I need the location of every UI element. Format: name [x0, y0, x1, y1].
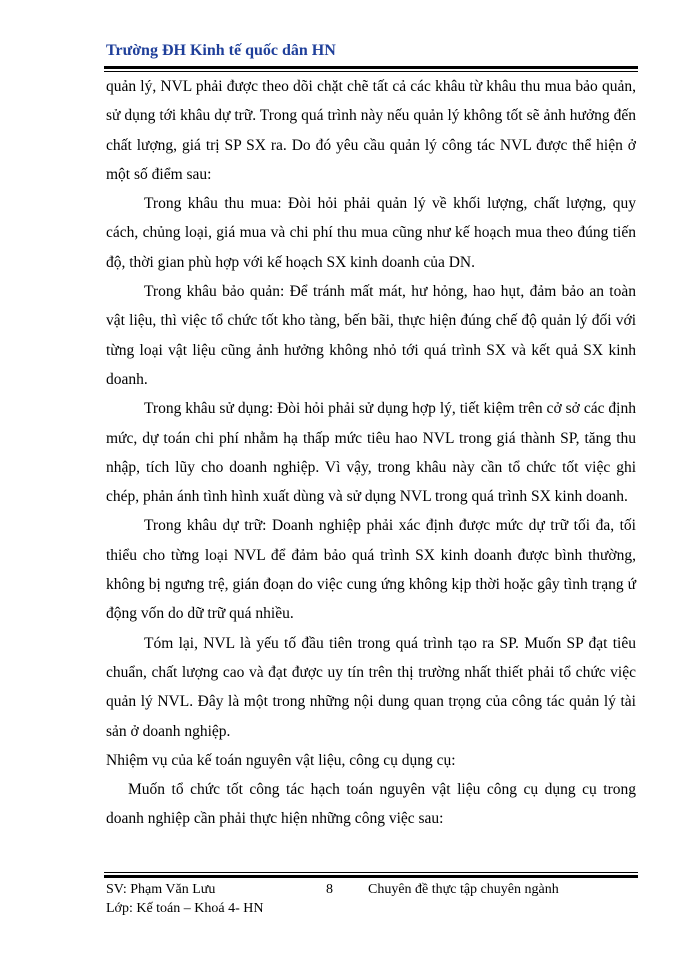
paragraph-purchasing: Trong khâu thu mua: Đòi hỏi phải quản lý về khối lượng, chất lượng, quy cách, chủng loại, giá mua và chi phí thu mua cũng như kế hoạch mua theo đúng tiến độ, thời gian phù hợp với kế hoạch SX kinh doanh của DN.: [106, 195, 636, 271]
footer-topic: Chuyên đề thực tập chuyên ngành: [368, 882, 559, 897]
document-body: [106, 72, 636, 834]
footer-class: Lớp: Kế toán – Khoá 4- HN: [106, 901, 264, 916]
section-heading-tasks: Nhiệm vụ của kế toán nguyên vật liệu, công cụ dụng cụ:: [106, 751, 456, 769]
paragraph-summary: Tóm lại, NVL là yếu tố đầu tiên trong quá trình tạo ra SP. Muốn SP đạt tiêu chuẩn, chất lượng cao và đạt được uy tín trên thị trường nhất thiết phải tổ chức việc quản lý NVL. Đây là một trong những nội dung quan trọng của công tác quản lý tài sản ở doanh nghiệp.: [106, 634, 636, 740]
paragraph-storage: Trong khâu bảo quản: Để tránh mất mát, hư hỏng, hao hụt, đảm bảo an toàn vật liệu, thì việc tổ chức tốt kho tàng, bến bãi, thực hiện đúng chế độ quản lý đối với từng loại vật liệu cũng ảnh hưởng không nhỏ tới quá trình SX và kết quả SX kinh doanh.: [106, 283, 636, 388]
footer-page-number: 8: [326, 882, 333, 897]
header-rule-thick: [104, 66, 638, 69]
footer-student: SV: Phạm Văn Lưu: [106, 882, 216, 897]
footer-rule-thick: [104, 875, 638, 878]
paragraph-tasks-intro: Muốn tổ chức tốt công tác hạch toán nguyên vật liệu công cụ dụng cụ trong doanh nghiệp cần phải thực hiện những công việc sau:: [106, 781, 636, 828]
paragraph-usage: Trong khâu sử dụng: Đòi hỏi phải sử dụng hợp lý, tiết kiệm trên cở sở các định mức, dự toán chi phí nhằm hạ thấp mức tiêu hao NVL trong giá thành SP, tăng thu nhập, tích lũy cho doanh nghiệp. Vì vậy, trong khâu này cần tổ chức tốt việc ghi chép, phản ánh tình hình xuất dùng và sử dụng NVL trong quá trình SX kinh doanh.: [106, 400, 636, 506]
paragraph-continuation: quản lý, NVL phải được theo dõi chặt chẽ tất cả các khâu từ khâu thu mua bảo quản, sử dụng tới khâu dự trữ. Trong quá trình này nếu quản lý không tốt sẽ ảnh hưởng đến chất lượng, giá trị SP SX ra. Do đó yêu cầu quản lý công tác NVL được thể hiện ở một số điểm sau:: [106, 78, 636, 183]
footer-rule-thin: [104, 872, 638, 873]
paragraph-reserve: Trong khâu dự trữ: Doanh nghiệp phải xác định được mức dự trữ tối đa, tối thiểu cho từng loại NVL để đảm bảo quá trình SX kinh doanh được bình thường, không bị ngưng trệ, gián đoạn do việc cung ứng không kịp thời hoặc gây tình trạng ứ động vốn do dữ trữ quá nhiều.: [106, 517, 636, 623]
header-title: Trường ĐH Kinh tế quốc dân HN: [106, 42, 336, 59]
